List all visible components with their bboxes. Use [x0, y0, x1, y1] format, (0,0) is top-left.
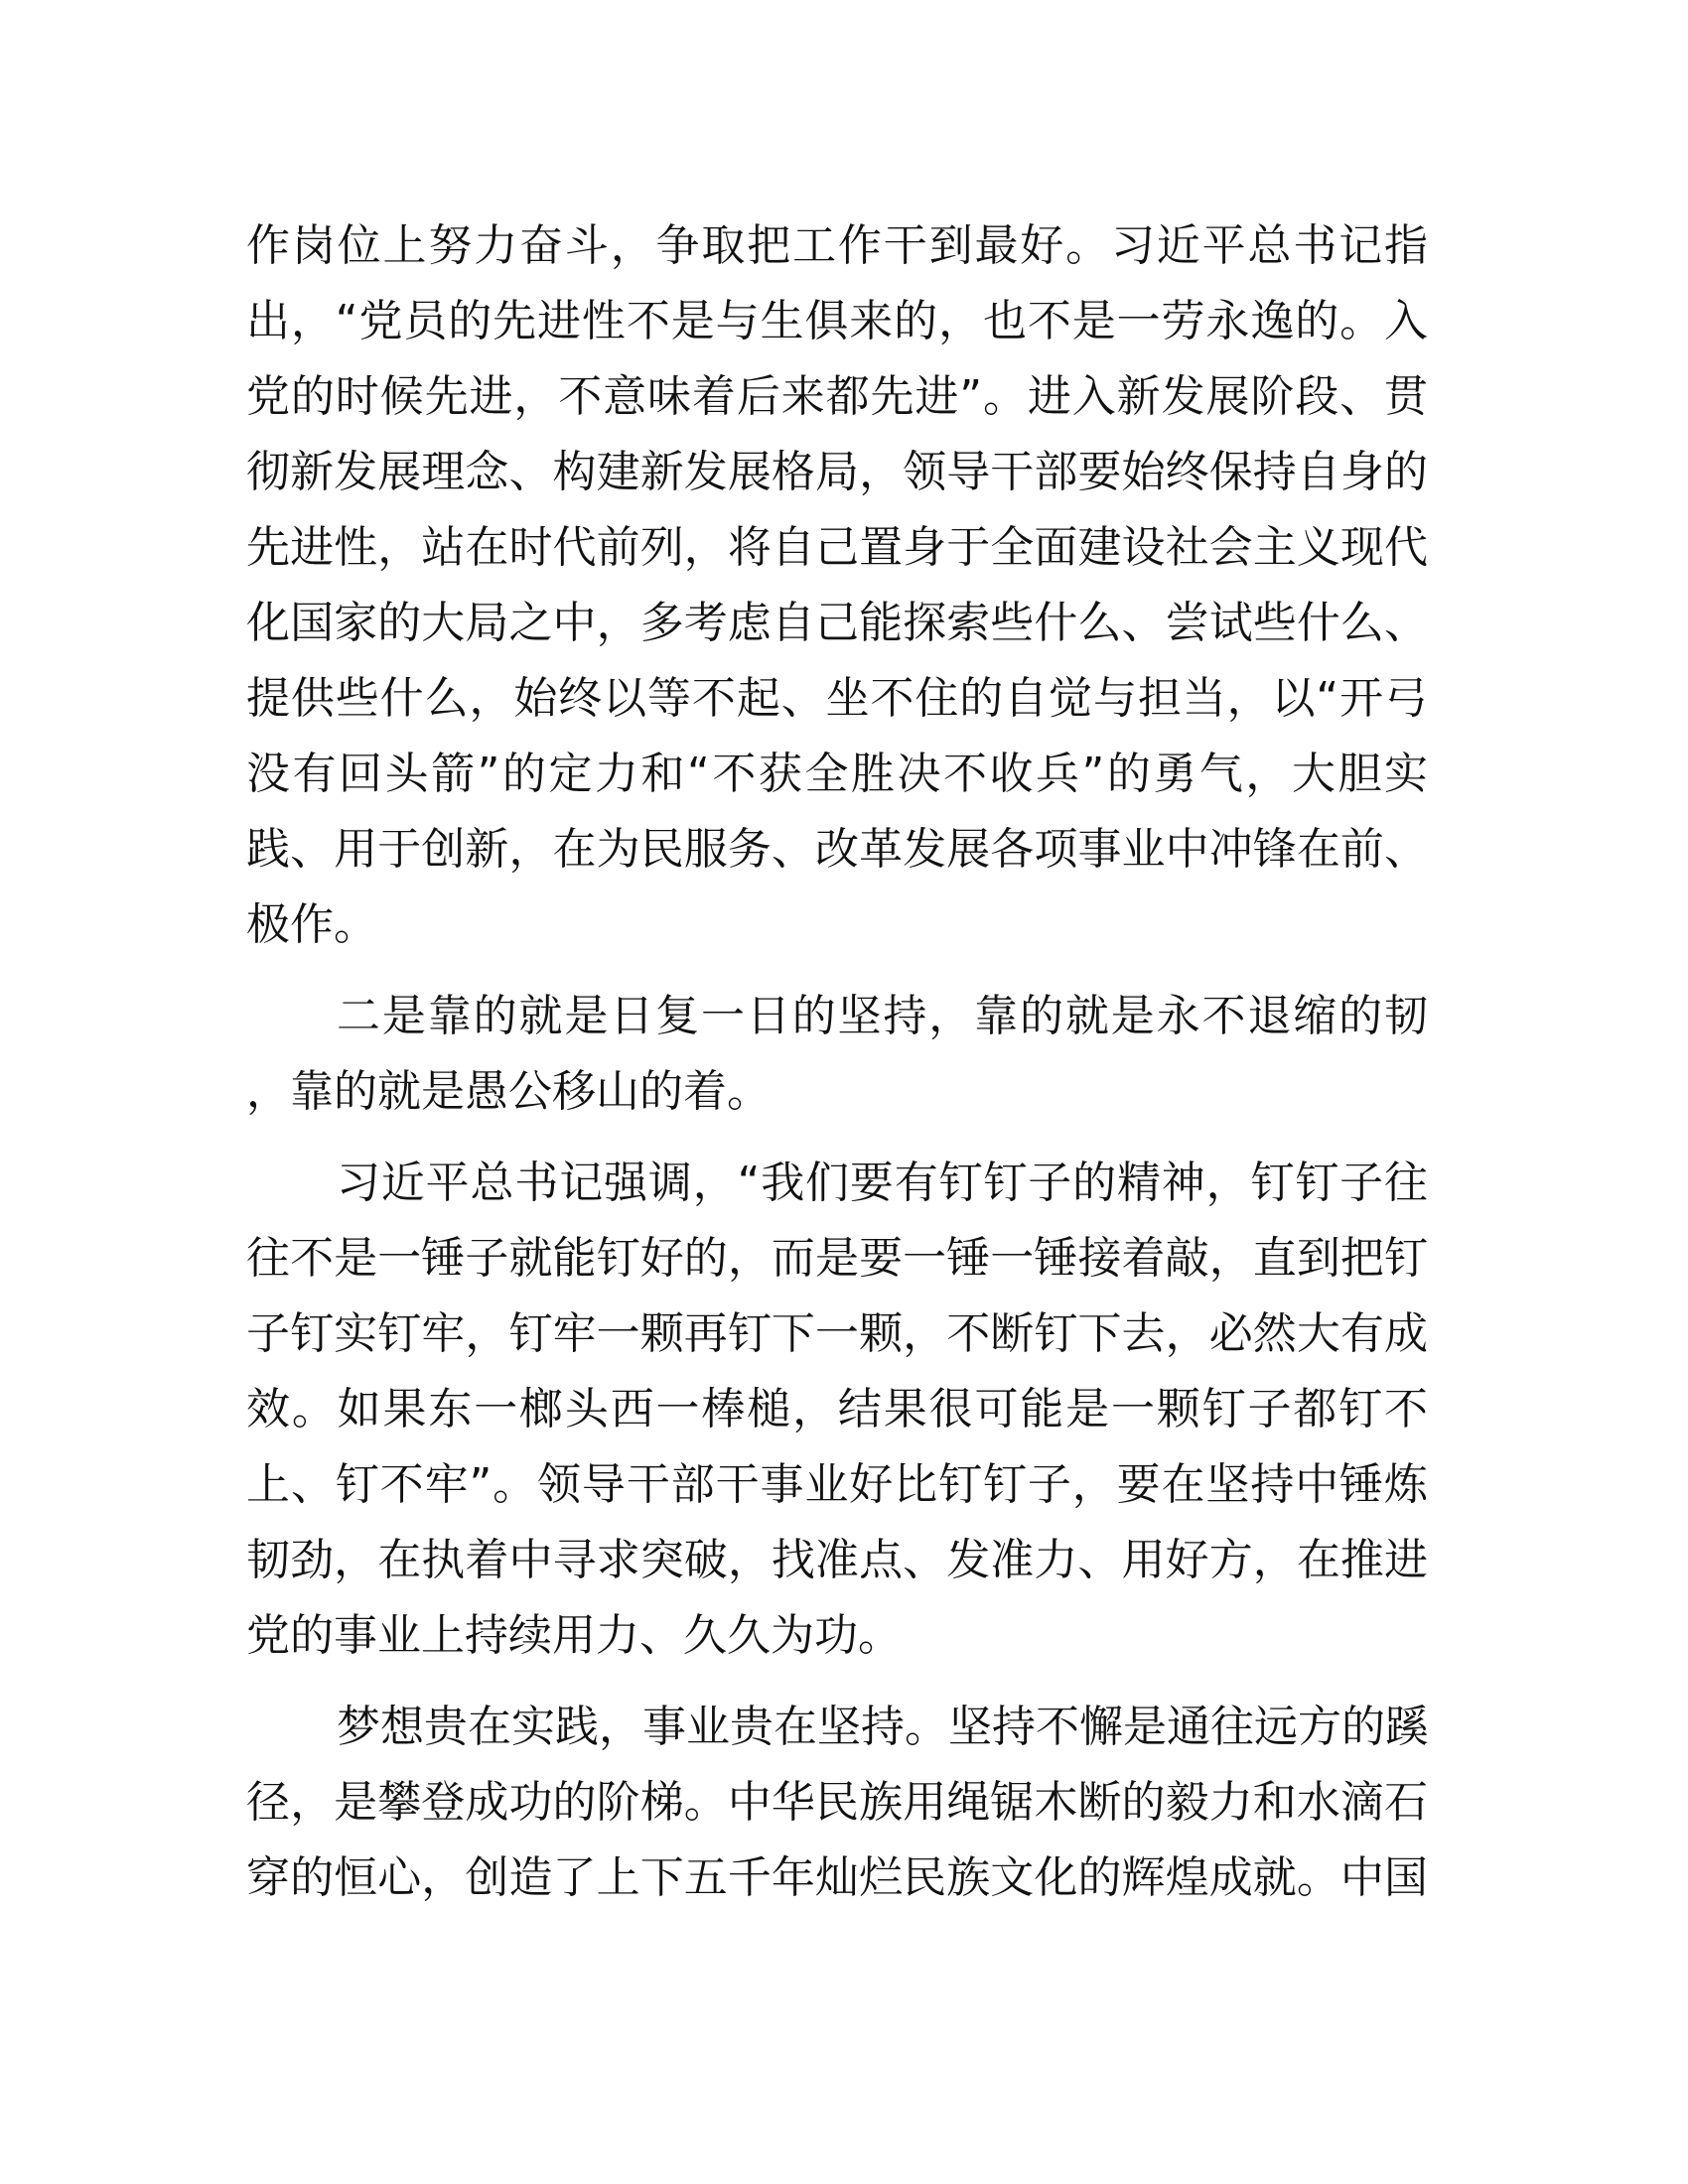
document-page	[246, 208, 1428, 1932]
paragraph-2	[246, 979, 1428, 1130]
text-line: 梦想贵在实践，事业贵在坚持。坚持不懈是通往远方的蹊	[337, 1702, 1429, 1752]
text-line: 穿的恒心，创造了上下五千年灿烂民族文化的辉煌成就。中国	[246, 1852, 1428, 1903]
paragraph-4	[246, 1690, 1428, 1916]
text-line: 党的事业上持续用力、久久为功。	[246, 1610, 902, 1661]
text-line: 上、钉不牢”。领导干部干事业好比钉钉子，要在坚持中锤炼	[246, 1459, 1428, 1510]
text-line: 作岗位上努力奋斗，争取把工作干到最好。习近平总书记指	[246, 220, 1428, 271]
text-line: 韧劲，在执着中寻求突破，找准点、发准力、用好方，在推进	[246, 1535, 1428, 1585]
text-line: 化国家的大局之中，多考虑自己能探索些什么、尝试些什么、	[246, 598, 1428, 648]
text-line: 党的时候先进，不意味着后来都先进”。进入新发展阶段、贯	[246, 371, 1428, 422]
text-line: 效。如果东一榔头西一棒槌，结果很可能是一颗钉子都钉不	[246, 1384, 1428, 1434]
text-line: 出，“党员的先进性不是与生俱来的，也不是一劳永逸的。入	[246, 296, 1428, 346]
paragraph-1	[246, 208, 1428, 963]
text-line: 没有回头箭”的定力和“不获全胜决不收兵”的勇气，大胆实	[246, 749, 1428, 799]
text-line: 子钉实钉牢，钉牢一颗再钉下一颗，不断钉下去，必然大有成	[246, 1308, 1428, 1359]
text-line: 极作。	[246, 899, 377, 950]
text-line: 提供些什么，始终以等不起、坐不住的自觉与担当，以“开弓	[246, 673, 1428, 724]
text-line: ，靠的就是愚公移山的着。	[246, 1066, 771, 1117]
text-line: 先进性，站在时代前列，将自己置身于全面建设社会主义现代	[246, 522, 1428, 573]
text-line: 彻新发展理念、构建新发展格局，领导干部要始终保持自身的	[246, 447, 1428, 497]
paragraph-3	[246, 1146, 1428, 1674]
text-line: 径，是攀登成功的阶梯。中华民族用绳锯木断的毅力和水滴石	[246, 1777, 1428, 1828]
text-line: 习近平总书记强调，“我们要有钉钉子的精神，钉钉子往	[337, 1158, 1428, 1208]
text-line: 往不是一锤子就能钉好的，而是要一锤一锤接着敲，直到把钉	[246, 1233, 1428, 1284]
text-line: 二是靠的就是日复一日的坚持，靠的就是永不退缩的韧	[337, 991, 1428, 1041]
text-line: 践、用于创新，在为民服务、改革发展各项事业中冲锋在前、	[246, 824, 1428, 875]
